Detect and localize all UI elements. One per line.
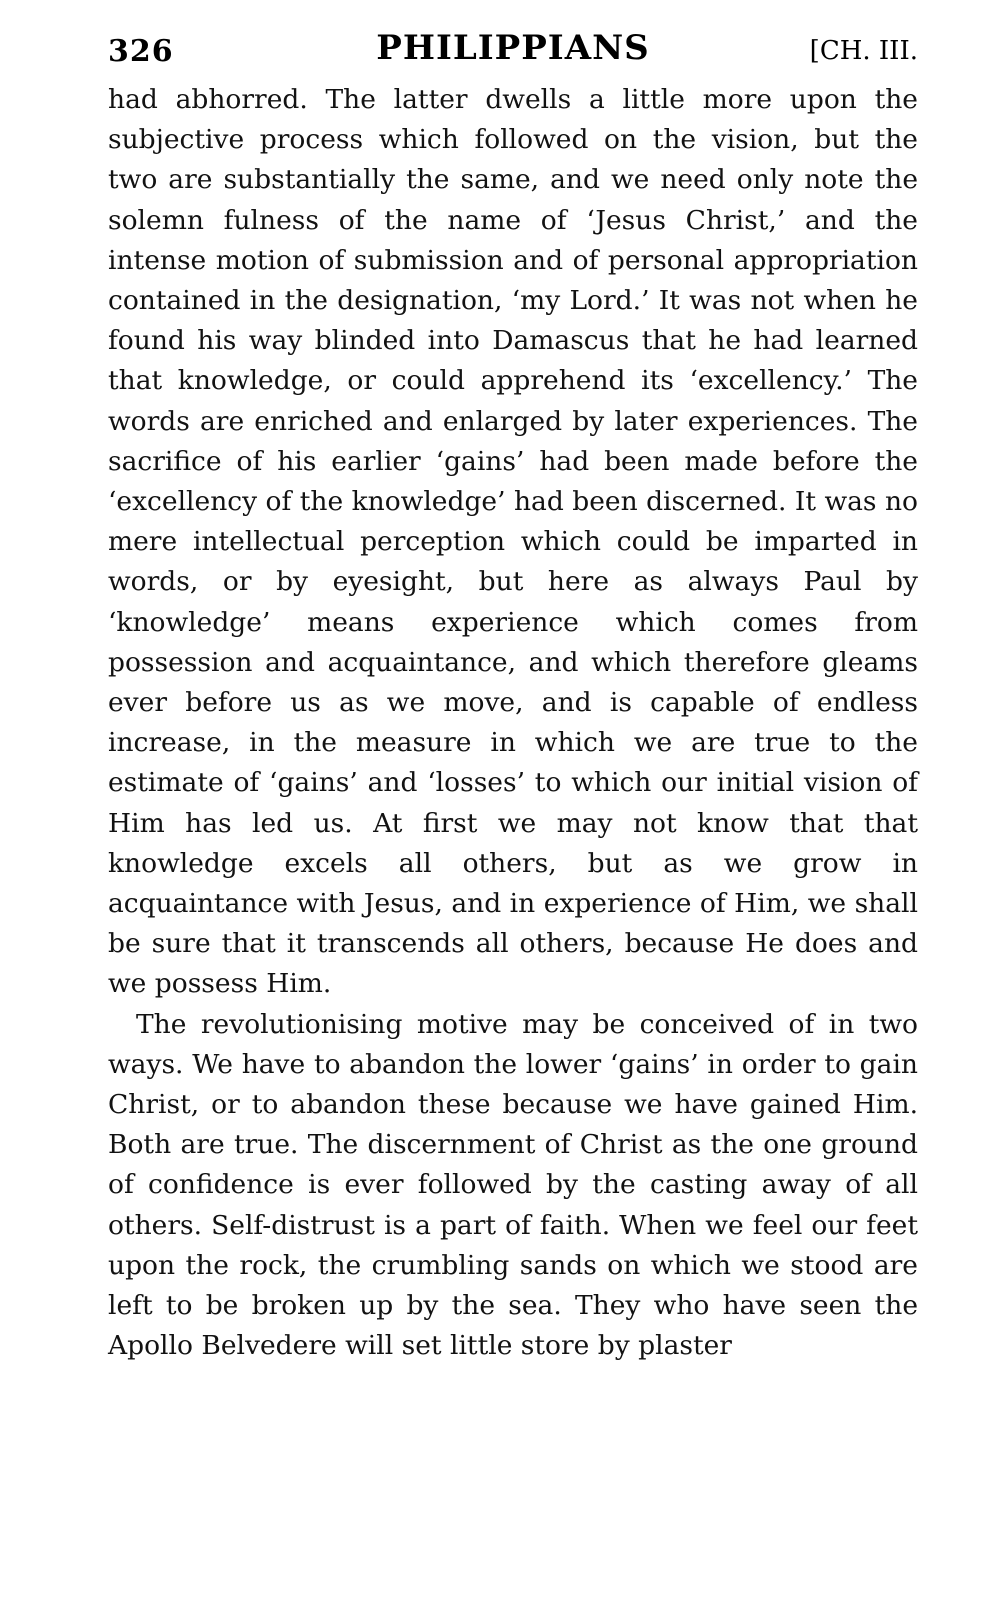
paragraph: The revolutionising motive may be conceived of in two ways. We have to abandon the lower ‘gains’ in order to gain Christ, or to abandon these because we have gained Him. Both are true. The discernment of Christ as the one ground of confidence is ever followed by the casting away of all others. Self-distrust is a part of faith. When we feel our feet upon the rock, the crumbling sands on which we stood are left to be broken up by the sea. They who have seen the Apollo Belvedere will set little store by plaster bbox=[108, 1008, 918, 1362]
body-text bbox=[108, 80, 918, 1367]
running-title: PHILIPPIANS bbox=[376, 28, 650, 68]
paragraph-continuation: had abhorred. The latter dwells a little more upon the subjective process which followed on the vision, but the two are substantially the same, and we need only note the solemn fulness of the name of ‘Jesus Christ,’ and the intense motion of submission and of personal appropriation contained in the designation, ‘my Lord.’ It was not when he found his way blinded into Damascus that he had learned that knowledge, or could apprehend its ‘excellency.’ The words are enriched and enlarged by later experiences. The sacrifice of his earlier ‘gains’ had been made before the ‘excellency of the knowledge’ had been discerned. It was no mere intellectual perception which could be imparted in words, or by eyesight, but here as always Paul by ‘knowledge’ means experience which comes from possession and acquaintance, and which therefore gleams ever before us as we move, and is capable of endless increase, in the measure in which we are true to the estimate of ‘gains’ and ‘losses’ to which our initial vision of Him has led us. At first we may not know that that knowledge excels all others, but as we grow in acquaintance with Jesus, and in experience of Him, we shall be sure that it transcends all others, because He does and we possess Him. bbox=[108, 84, 918, 1000]
running-header bbox=[108, 28, 918, 80]
chapter-reference: [CH. III. bbox=[809, 36, 918, 66]
page-number: 326 bbox=[108, 34, 174, 69]
book-page bbox=[108, 28, 918, 1367]
